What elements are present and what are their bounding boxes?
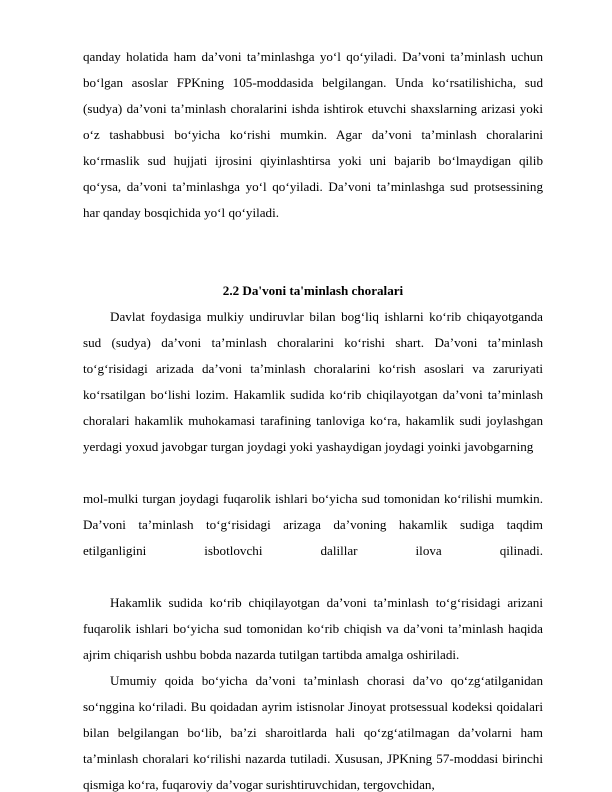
page-content: [83, 44, 543, 792]
spacer-page-break: [83, 460, 543, 486]
paragraph-continued-top: qanday holatida ham da’voni ta’minlashga yo‘l qo‘yiladi. Da’voni ta’minlash uchun bo‘lgan asoslar FPKning 105-moddasida belgilangan. Unda ko‘rsatilishicha, sud (sudya) da’voni ta’minlash choralarini ishda ishtirok etuvchi shaxslarning arizasi yoki o‘z tashabbusi bo‘yicha ko‘rishi mumkin. Agar da’voni ta’minlash choralarini ko‘rmaslik sud hujjati ijrosini qiyinlashtirsa yoki uni bajarib bo‘lmaydigan qilib qo‘ysa, da’voni ta’minlashga yo‘l qo‘yiladi. Da’voni ta’minlashga sud protsessining har qanday bosqichida yo‘l qo‘yiladi.: [83, 49, 543, 220]
paragraph-hakamlik-sudida: Hakamlik sudida ko‘rib chiqilayotgan da’voni ta’minlash to‘g‘risidagi arizani fuqarolik ishlari bo‘yicha sud tomonidan ko‘rib chiqish va da’voni ta’minlash haqida ajrim chiqarish ushbu bobda nazarda tutilgan tartibda amalga oshiriladi.: [83, 595, 543, 662]
paragraph-mol-mulki: mol-mulki turgan joydagi fuqarolik ishlari bo‘yicha sud tomonidan ko‘rilishi mumkin. Da’voni ta’minlash to‘g‘risidagi arizaga da’voning hakamlik sudiga taqdim etilganligini isbotlovchi dalillar ilova qilinadi.: [83, 491, 543, 558]
paragraph-davlat-foydasiga: Davlat foydasiga mulkiy undiruvlar bilan bog‘liq ishlarni ko‘rib chiqayotganda sud (sudya) da’voni ta’minlash choralarini ko‘rishi shart. Da’voni ta’minlash to‘g‘risidagi arizada da’voni ta’minlash choralarini ko‘rish asoslari va zaruriyati ko‘rsatilgan bo‘lishi lozim. Hakamlik sudida ko‘rib chiqilayotgan da’voni ta’minlash choralari hakamlik muhokamasi tarafining tanloviga ko‘ra, hakamlik sudi joylashgan yerdagi yoxud javobgar turgan joydagi yoki yashaydigan joydagi yoinki javobgarning: [83, 309, 543, 454]
section-heading-2-2: 2.2 Da'voni ta'minlash choralari: [222, 283, 404, 298]
paragraph-umumiy-qoida: Umumiy qoida bo‘yicha da’voni ta’minlash chorasi da’vo qo‘zg‘atilganidan so‘nggina ko‘riladi. Bu qoidadan ayrim istisnolar Jinoyat protsessual kodeksi qoidalari bilan belgilangan bo‘lib, ba’zi sharoitlarda hali qo‘zg‘atilmagan da’volarni ham ta’minlash choralari ko‘rilishi nazarda tutiladi. Xususan, JPKning 57-moddasi birinchi qismiga ko‘ra, fuqaroviy da’vogar surishtiruvchidan, tergovchidan,: [83, 673, 543, 792]
spacer-before-heading: [83, 226, 543, 278]
